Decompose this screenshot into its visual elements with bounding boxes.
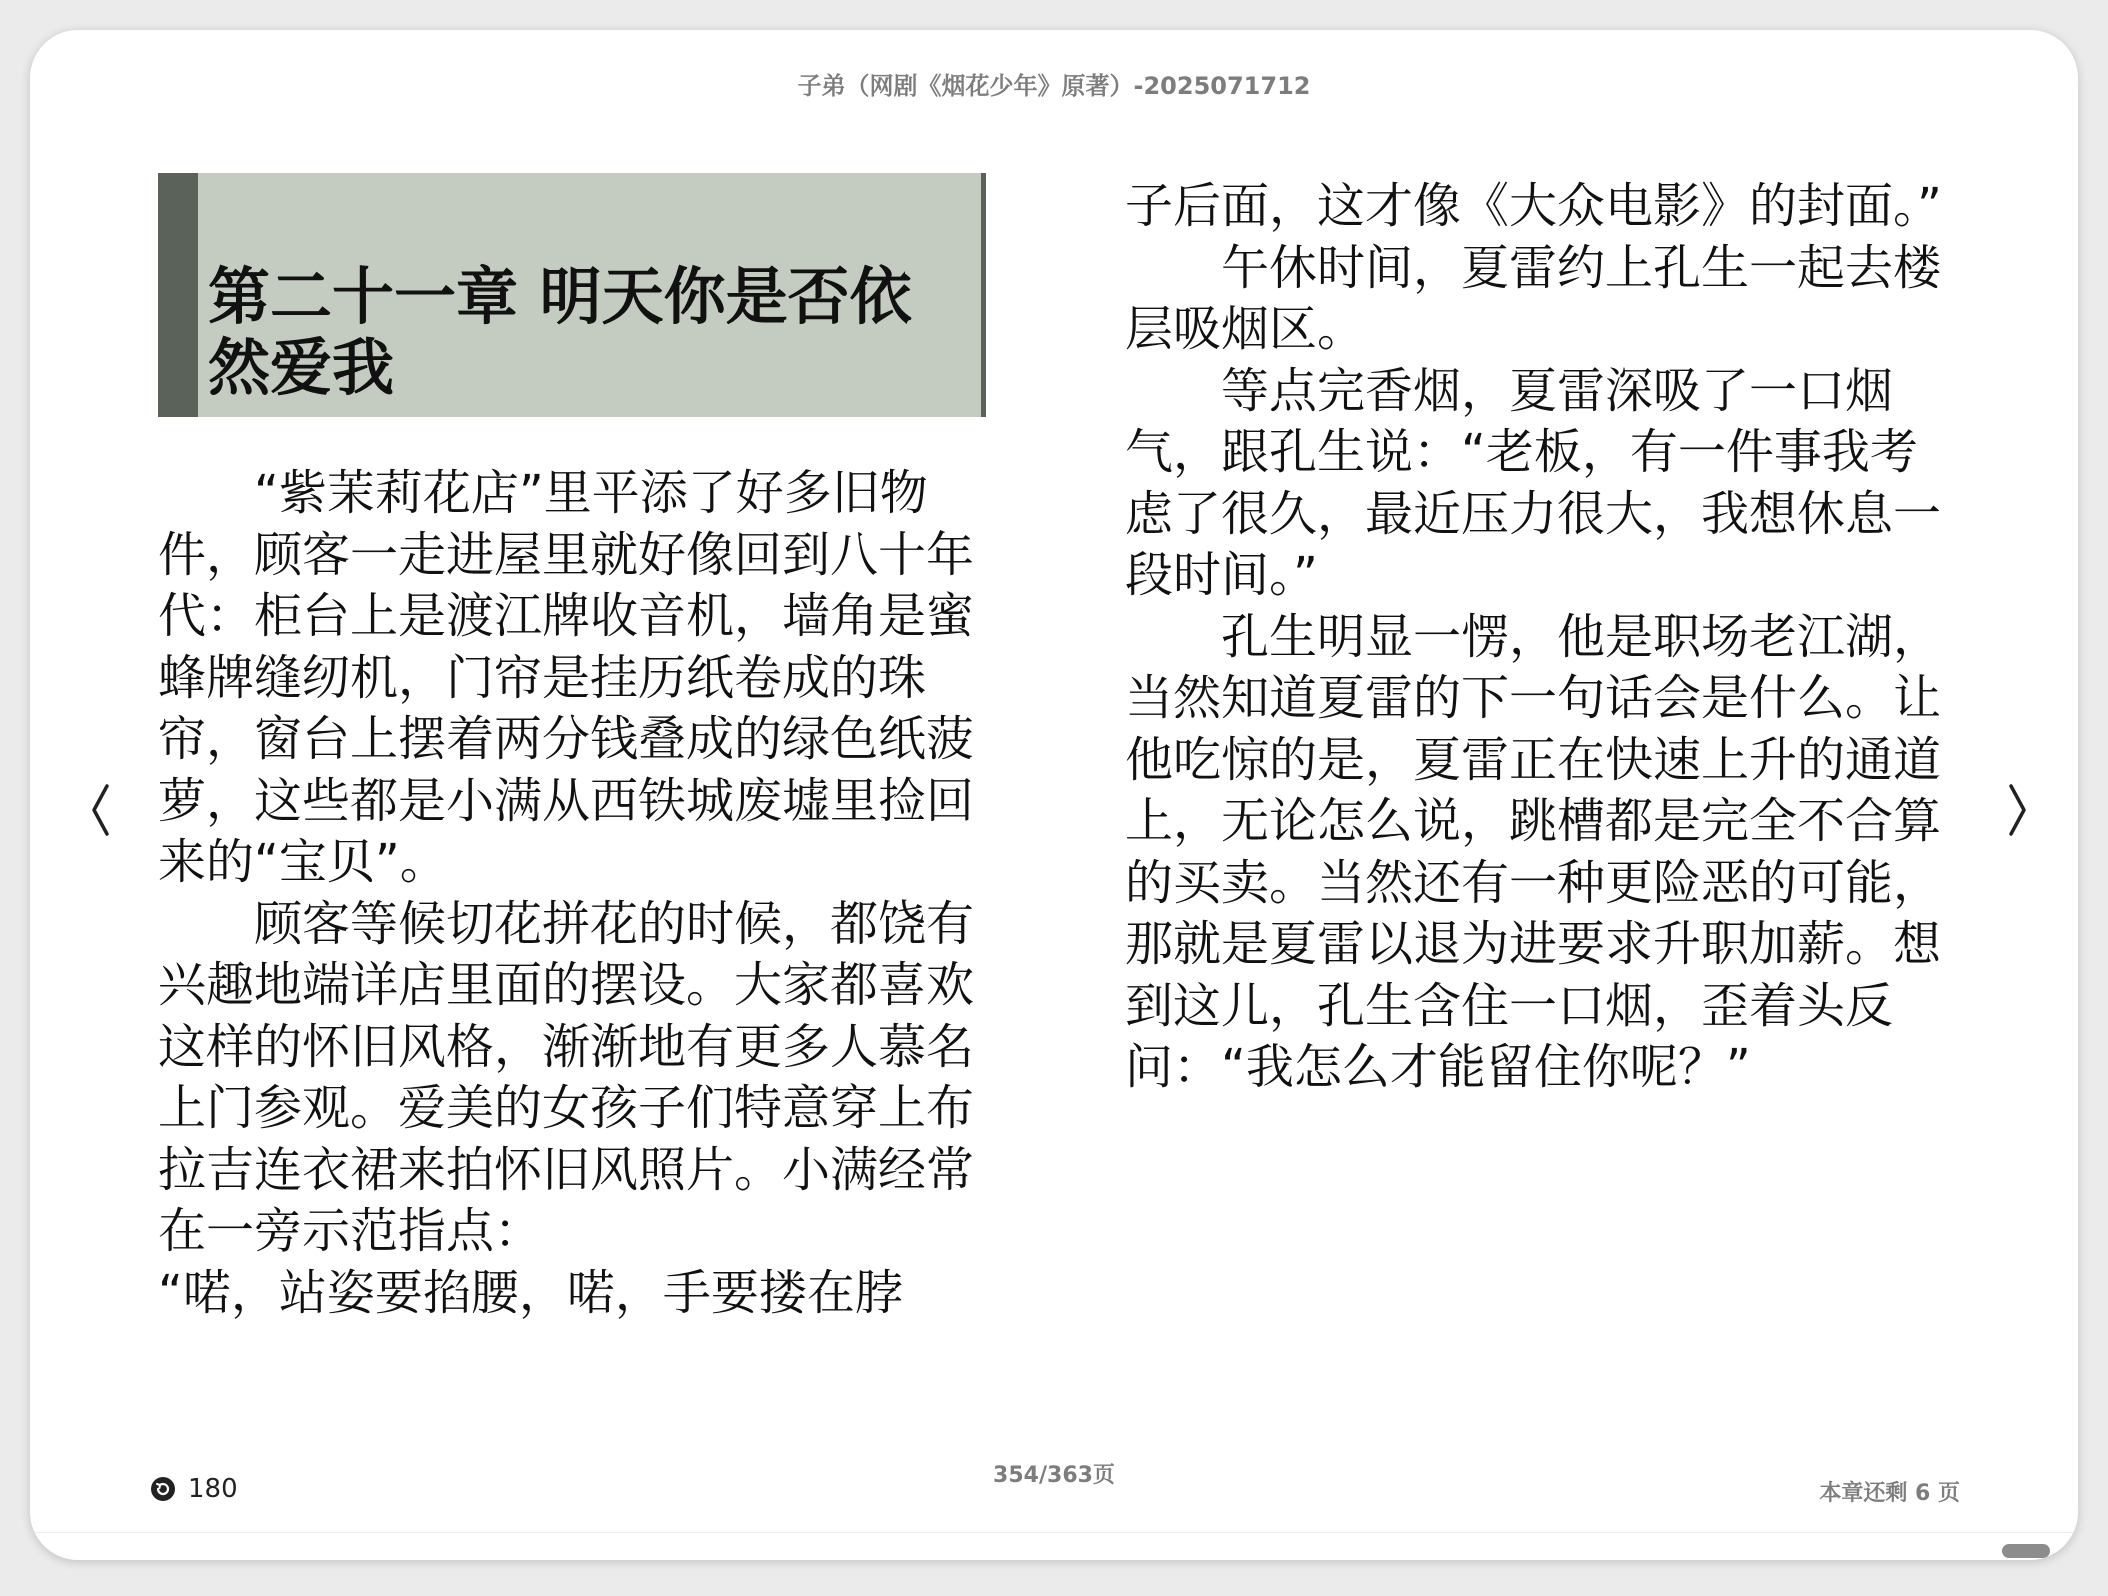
- book-title: 子弟（网剧《烟花少年》原著）-2025071712: [797, 72, 1311, 100]
- paragraph: “喏，站姿要掐腰，喏，手要搂在脖: [158, 1264, 903, 1321]
- paragraph: 子后面，这才像《大众电影》的封面。”: [1125, 178, 1942, 234]
- scroll-indicator[interactable]: [2002, 1544, 2050, 1558]
- reading-stat-value: 180: [188, 1474, 238, 1504]
- page-number: 354/363页: [993, 1463, 1115, 1488]
- chapter-heading-bar: [158, 173, 198, 417]
- chapter-title: 第二十一章 明天你是否依然爱我: [208, 260, 912, 404]
- chapter-heading-box: [158, 173, 986, 417]
- paragraph: 午休时间，夏雷约上孔生一起去楼层吸烟区。: [1125, 239, 1942, 357]
- chevron-right-icon: [2007, 782, 2029, 838]
- prev-page-button[interactable]: [80, 770, 120, 850]
- footer-divider: [30, 1532, 2078, 1533]
- paragraph: 等点完香烟，夏雷深吸了一口烟气，跟孔生说：“老板，有一件事我考虑了很久，最近压力很大，我想休息一段时间。”: [1125, 362, 1942, 603]
- chapter-heading-rule: [981, 173, 986, 417]
- paragraph: “紫茉莉花店”里平添了好多旧物件，顾客一走进屋里就好像回到八十年代：柜台上是渡江牌收音机，墙角是蜜蜂牌缝纫机，门帘是挂历纸卷成的珠帘，窗台上摆着两分钱叠成的绿色纸菠萝，这些都是小满从西铁城废墟里捡回来的“宝贝”。: [158, 465, 975, 890]
- chevron-left-icon: [89, 782, 111, 838]
- paragraph: 顾客等候切花拼花的时候，都饶有兴趣地端详店里面的摆设。大家都喜欢这样的怀旧风格，渐渐地有更多人慕名上门参观。爱美的女孩子们特意穿上布拉吉连衣裙来拍怀旧风照片。小满经常在一旁示范指点：: [158, 895, 975, 1259]
- reader-window: [30, 30, 2078, 1560]
- chapter-remaining-pages: 本章还剩 6 页: [1819, 1481, 1960, 1506]
- right-page: [1125, 176, 1945, 1099]
- left-page: [158, 173, 978, 1324]
- next-page-button[interactable]: [1998, 770, 2038, 850]
- paragraph: 孔生明显一愣，他是职场老江湖，当然知道夏雷的下一句话会是什么。让他吃惊的是，夏雷正在快速上升的通道上，无论怎么说，跳槽都是完全不合算的买卖。当然还有一种更险恶的可能，那就是夏雷以退为进要求升职加薪。想到这儿，孔生含住一口烟，歪着头反问：“我怎么才能留住你呢？”: [1125, 608, 1942, 1095]
